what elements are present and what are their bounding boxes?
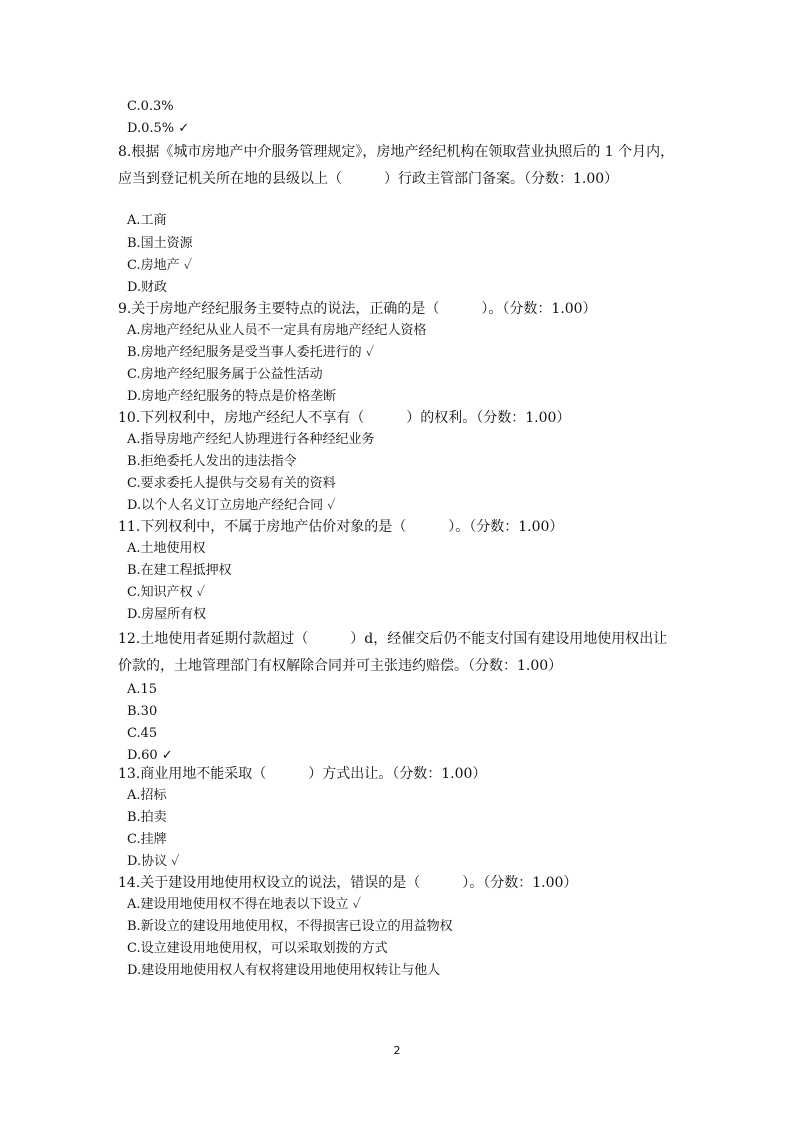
option-line: C.设立建设用地使用权，可以采取划拨的方式 bbox=[127, 941, 388, 956]
question-line: 8.根据《城市房地产中介服务管理规定》，房地产经纪机构在领取营业执照后的 1 个月内， bbox=[118, 144, 675, 160]
option-line: D.房地产经纪服务的特点是价格垄断 bbox=[127, 389, 337, 404]
option-line: D.建设用地使用权人有权将建设用地使用权转让与他人 bbox=[127, 963, 441, 978]
option-line: B.国土资源 bbox=[127, 236, 193, 251]
option-line: A.指导房地产经纪人协理进行各种经纪业务 bbox=[127, 432, 375, 447]
option-line: D.协议 ✓ bbox=[127, 854, 180, 869]
page-number: 2 bbox=[393, 1044, 401, 1057]
option-line: D.0.5% ✓ bbox=[127, 121, 190, 136]
option-line: A.建设用地使用权不得在地表以下设立 ✓ bbox=[127, 897, 362, 912]
option-line: A.工商 bbox=[127, 213, 167, 228]
question-line: 14.关于建设用地使用权设立的说法，错误的是（ ）。（分数：1.00） bbox=[118, 875, 578, 891]
question-line: 13.商业用地不能采取（ ）方式出让。（分数：1.00） bbox=[118, 766, 487, 782]
option-line: C.房地产经纪服务属于公益性活动 bbox=[127, 367, 323, 382]
option-line: B.房地产经纪服务是受当事人委托进行的 ✓ bbox=[127, 345, 375, 360]
question-line: 10.下列权利中，房地产经纪人不享有（ ）的权利。（分数：1.00） bbox=[118, 410, 571, 426]
question-line: 9.关于房地产经纪服务主要特点的说法，正确的是（ ）。（分数：1.00） bbox=[118, 301, 597, 317]
option-line: C.0.3% bbox=[127, 99, 174, 114]
option-line: D.以个人名义订立房地产经纪合同 ✓ bbox=[127, 498, 336, 513]
question-line: 12.土地使用者延期付款超过（ ）d，经催交后仍不能支付国有建设用地使用权出让 bbox=[118, 631, 668, 647]
option-line: A.15 bbox=[127, 682, 158, 697]
option-line: A.土地使用权 bbox=[127, 541, 206, 556]
option-line: D.房屋所有权 bbox=[127, 607, 207, 622]
option-line: C.挂牌 bbox=[127, 832, 167, 847]
question-line: 11.下列权利中，不属于房地产估价对象的是（ ）。（分数：1.00） bbox=[118, 519, 564, 535]
option-line: A.房地产经纪从业人员不一定具有房地产经纪人资格 bbox=[127, 323, 427, 338]
question-line: 应当到登记机关所在地的县级以上（ ）行政主管部门备案。（分数：1.00） bbox=[118, 171, 619, 187]
option-line: A.招标 bbox=[127, 788, 167, 803]
option-line: C.要求委托人提供与交易有关的资料 bbox=[127, 476, 336, 491]
option-line: B.拒绝委托人发出的违法指令 bbox=[127, 454, 297, 469]
option-line: C.知识产权 ✓ bbox=[127, 585, 206, 600]
question-line: 价款的，土地管理部门有权解除合同并可主张违约赔偿。（分数：1.00） bbox=[118, 658, 563, 674]
option-line: B.30 bbox=[127, 704, 158, 719]
option-line: B.拍卖 bbox=[127, 810, 167, 825]
option-line: D.财政 bbox=[127, 280, 168, 295]
option-line: D.60 ✓ bbox=[127, 748, 173, 763]
option-line: C.45 bbox=[127, 726, 158, 741]
option-line: B.新设立的建设用地使用权，不得损害已设立的用益物权 bbox=[127, 919, 453, 934]
option-line: B.在建工程抵押权 bbox=[127, 563, 232, 578]
option-line: C.房地产 ✓ bbox=[127, 258, 193, 273]
